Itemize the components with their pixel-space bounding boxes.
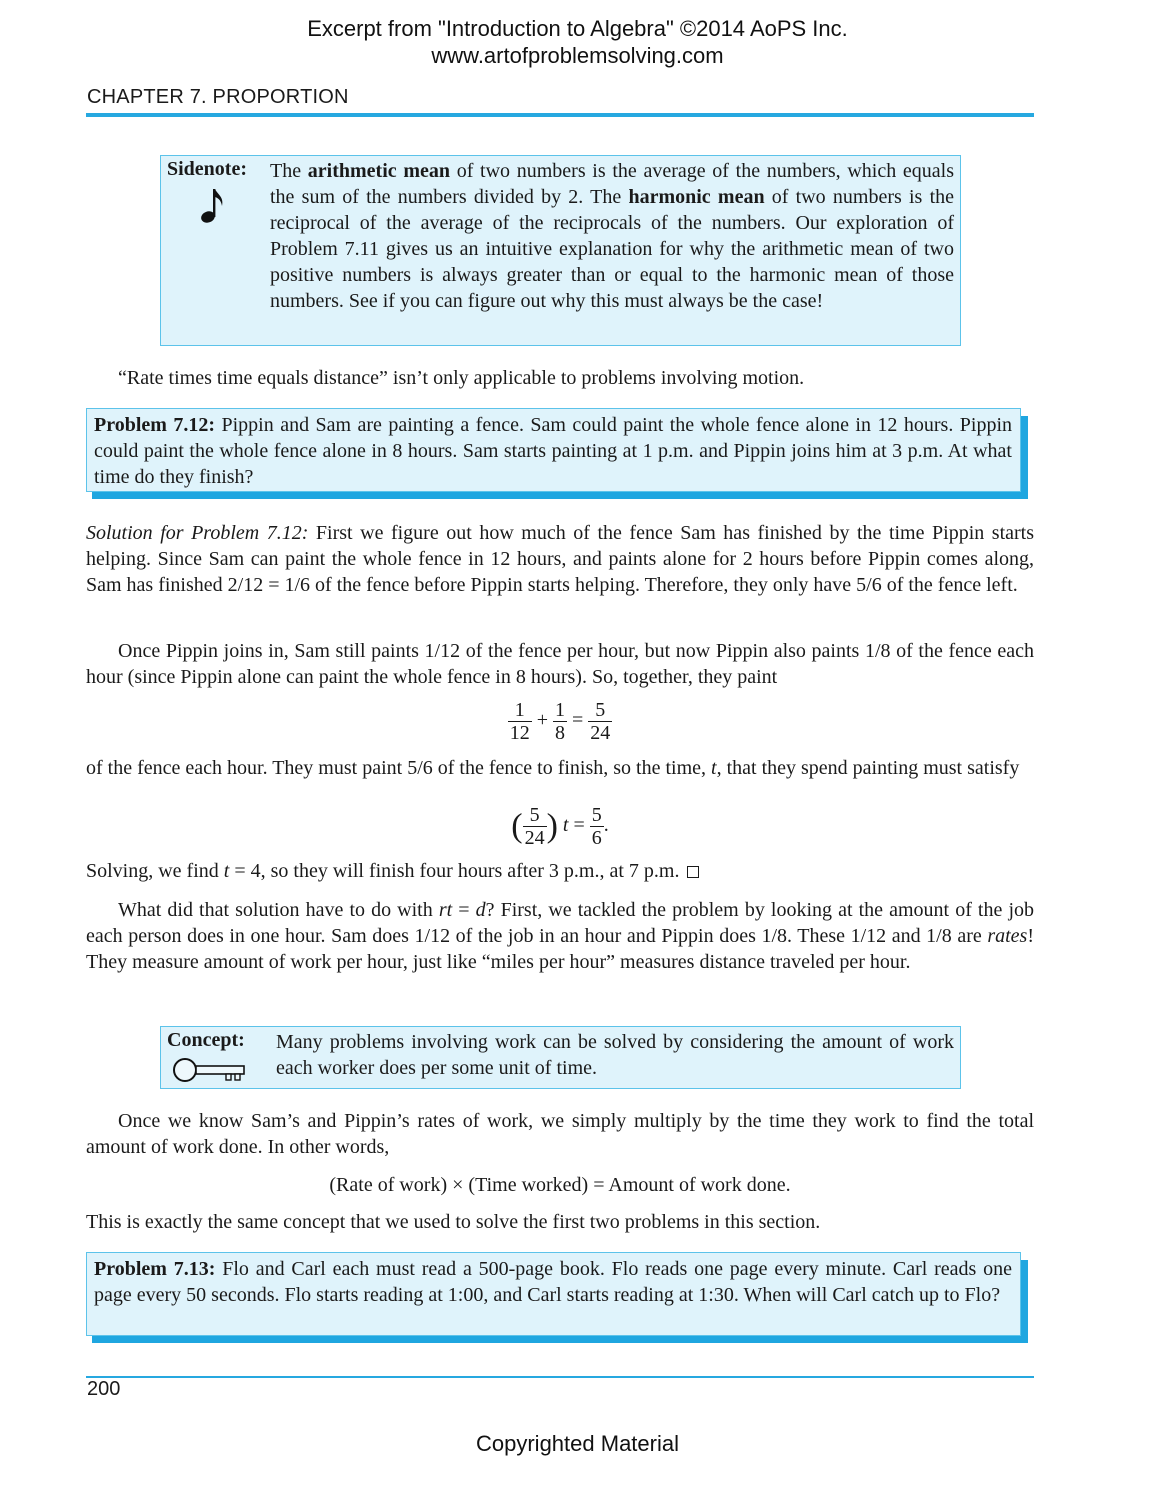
excerpt-title: Excerpt from "Introduction to Algebra" ©2014 AoPS Inc. <box>307 16 848 41</box>
qed-square <box>687 866 699 878</box>
copyright-notice: Copyrighted Material <box>476 1431 679 1456</box>
work-formula: (Rate of work) × (Time worked) = Amount of work done. <box>329 1174 791 1196</box>
equation-time: ( $\frac{5}{24}$ ) t = $\frac{5}{6}$ . <box>511 804 609 849</box>
solution-para-2: Once Pippin joins in, Sam still paints 1/12 of the fence per hour, but now Pippin also paints 1/8 of the fence each hour (since Pippin alone can paint the whole fence in 8 hours). So, together, they paint <box>86 640 1034 688</box>
eighth-note-icon <box>199 186 227 224</box>
page-number: 200 <box>87 1378 121 1400</box>
header-rule <box>86 113 1034 117</box>
solution-para-3: of the fence each hour. They must paint 5/6 of the fence to finish, so the time, t, that they spend painting must satisfy <box>86 757 1020 779</box>
problem-label: Problem 7.13: <box>94 1258 216 1280</box>
problem-7-12-box <box>86 408 1021 492</box>
footer-rule <box>86 1376 1034 1378</box>
same-concept-line: This is exactly the same concept that we used to solve the first two problems in this section. <box>86 1211 821 1233</box>
solution-para-1: Solution for Problem 7.12: First we figure out how much of the fence Sam has finished by the time Pippin starts helping. Since Sam can paint the whole fence in 12 hours, and paints alone for 2 hours before Pippin comes along, Sam has finished 2/12 = 1/6 of the fence before Pippin starts helping. Therefore, they only have 5/6 of the fence left. <box>86 522 1034 596</box>
key-icon <box>171 1057 247 1083</box>
discussion-para: What did that solution have to do with rt = d? First, we tackled the problem by looking at the amount of the job each person does in one hour. Sam does 1/12 of the job in an hour and Pippin does 1/8. These 1/12 and 1/8 are rates! They measure amount of work per hour, just like “miles per hour” measures distance traveled per hour. <box>86 899 1035 973</box>
problem-label: Problem 7.12: <box>94 414 216 436</box>
term-arithmetic-mean: arithmetic mean <box>307 160 450 182</box>
solution-para-4: Solving, we find t = 4, so they will finish four hours after 3 p.m., at 7 p.m. <box>86 858 1034 884</box>
sidenote-box <box>160 155 961 346</box>
problem-text: Flo and Carl each must read a 500-page book. Flo reads one page every minute. Carl reads one page every 50 seconds. Flo starts reading at 1:00, and Carl starts reading at 1:30. When will Carl catch up to Flo? <box>94 1258 1013 1306</box>
rates-para: Once we know Sam’s and Pippin’s rates of work, we simply multiply by the time they work to find the total amount of work done. In other words, <box>86 1110 1034 1158</box>
chapter-heading: CHAPTER 7. PROPORTION <box>87 86 349 108</box>
concept-box <box>160 1026 961 1089</box>
equation-rate-sum: $\frac{1}{12}$ + $\frac{1}{8}$ = $\frac{5}{24}$ <box>509 699 611 744</box>
rate-line: “Rate times time equals distance” isn’t only applicable to problems involving motion. <box>118 367 805 389</box>
sidenote-label: Sidenote: <box>167 158 247 180</box>
term-harmonic-mean: harmonic mean <box>628 186 765 208</box>
problem-text: Pippin and Sam are painting a fence. Sam could paint the whole fence alone in 12 hours. Pippin could paint the whole fence alone in 8 hours. Sam starts painting at 1 p.m. and Pippin joins him at 3 p.m. At what time do they finish? <box>94 414 1012 488</box>
problem-7-13-box <box>86 1252 1021 1336</box>
concept-text: Many problems involving work can be solved by considering the amount of work each worker does per some unit of time. <box>276 1031 954 1079</box>
excerpt-url[interactable]: www.artofproblemsolving.com <box>431 43 724 68</box>
concept-label: Concept: <box>167 1029 245 1051</box>
solution-label: Solution for Problem 7.12: <box>86 522 309 544</box>
sidenote-text: The arithmetic mean of two numbers is the average of the numbers, which equals the sum of the numbers divided by 2. The harmonic mean of two numbers is the reciprocal of the average of the reciprocals of the numbers. Our exploration of Problem 7.11 gives us an intuitive explanation for why the arithmetic mean of two positive numbers is always greater than or equal to the harmonic mean of those numbers. See if you can figure out why this must always be the case! <box>270 160 955 312</box>
